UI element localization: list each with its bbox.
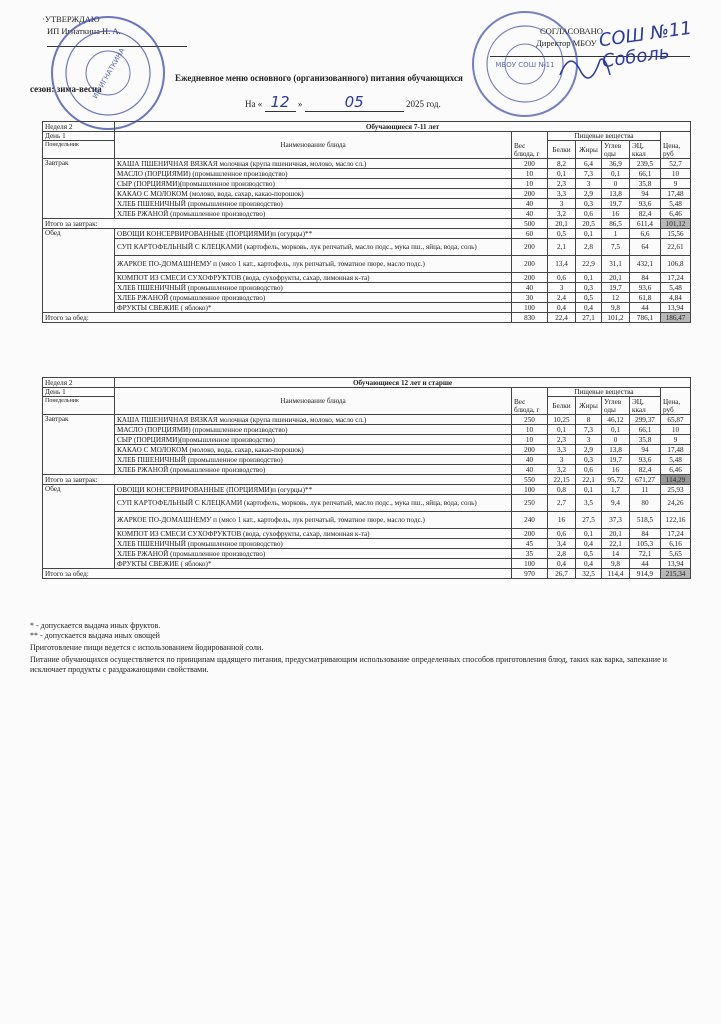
dish-energy: 11 (630, 485, 661, 495)
dish-fat: 3,5 (576, 495, 602, 512)
dish-carbs: 36,9 (602, 159, 630, 169)
dish-weight: 10 (512, 435, 548, 445)
dish-weight: 30 (512, 293, 548, 303)
dish-price: 13,94 (661, 559, 691, 569)
dish-price: 10 (661, 169, 691, 179)
dish-protein: 3,3 (548, 189, 576, 199)
total-energy: 611,4 (630, 219, 661, 229)
table-row (43, 495, 691, 512)
table-row (43, 512, 691, 529)
dish-carbs: 9,4 (602, 495, 630, 512)
table-row (43, 179, 691, 189)
total-protein: 20,1 (548, 219, 576, 229)
col-energy-header: ЭЦ, ккал (630, 141, 661, 159)
dish-fat: 8 (576, 415, 602, 425)
group-title: Обучающиеся 7-11 лет (115, 122, 691, 132)
dish-name: МАСЛО (ПОРЦИЯМИ) (промышленное производство) (115, 425, 512, 435)
dish-name: ОВОЩИ КОНСЕРВИРОВАННЫЕ (ПОРЦИЯМИ)п (огурцы)** (115, 485, 512, 495)
dish-energy: 93,6 (630, 455, 661, 465)
dish-weight: 100 (512, 559, 548, 569)
dish-carbs: 12 (602, 293, 630, 303)
total-protein: 22,4 (548, 313, 576, 323)
dish-energy: 239,5 (630, 159, 661, 169)
total-label: Итого за завтрак: (43, 219, 512, 229)
col-nutrients-header: Пищевые вещества (548, 132, 661, 141)
dish-weight: 10 (512, 169, 548, 179)
dish-carbs: 13,8 (602, 445, 630, 455)
dish-fat: 0,3 (576, 199, 602, 209)
dish-name: КОМПОТ ИЗ СМЕСИ СУХОФРУКТОВ (вода, сухофрукты, сахар, лимонная к-та) (115, 529, 512, 539)
dish-protein: 3 (548, 283, 576, 293)
dish-protein: 0,6 (548, 529, 576, 539)
group-title: Обучающиеся 12 лет и старше (115, 378, 691, 388)
dish-energy: 80 (630, 495, 661, 512)
dish-name: ХЛЕБ РЖАНОЙ (промышленное производство) (115, 209, 512, 219)
dish-protein: 3,4 (548, 539, 576, 549)
dish-name: КАША ПШЕНИЧНАЯ ВЯЗКАЯ молочная (крупа пшеничная, молоко, масло сл.) (115, 415, 512, 425)
dish-energy: 72,1 (630, 549, 661, 559)
dish-price: 9 (661, 435, 691, 445)
col-carbs-header: Углев оды (602, 141, 630, 159)
total-price: 186,47 (661, 313, 691, 323)
dish-weight: 40 (512, 465, 548, 475)
dish-carbs: 37,3 (602, 512, 630, 529)
dish-price: 6,46 (661, 209, 691, 219)
dish-fat: 7,3 (576, 425, 602, 435)
dish-weight: 10 (512, 425, 548, 435)
dish-protein: 0,6 (548, 273, 576, 283)
col-fat-header: Жиры (576, 141, 602, 159)
dish-carbs: 0,1 (602, 169, 630, 179)
total-price: 215,34 (661, 569, 691, 579)
dish-protein: 2,3 (548, 435, 576, 445)
dish-protein: 2,7 (548, 495, 576, 512)
dish-fat: 0,6 (576, 465, 602, 475)
dish-fat: 2,9 (576, 189, 602, 199)
dish-name: ХЛЕБ РЖАНОЙ (промышленное производство) (115, 293, 512, 303)
table-row (43, 209, 691, 219)
table-row (43, 199, 691, 209)
dish-price: 4,84 (661, 293, 691, 303)
date-day: 12 (270, 93, 290, 111)
dish-price: 25,93 (661, 485, 691, 495)
table-row (43, 539, 691, 549)
table-row (43, 169, 691, 179)
table-row (43, 559, 691, 569)
lunch-total-row (43, 313, 691, 323)
dish-carbs: 14 (602, 549, 630, 559)
total-carbs: 86,5 (602, 219, 630, 229)
dish-protein: 0,1 (548, 425, 576, 435)
dish-protein: 2,4 (548, 293, 576, 303)
signature-right: СОШ №11 Соболь (597, 17, 694, 73)
dish-energy: 35,8 (630, 435, 661, 445)
dish-price: 24,26 (661, 495, 691, 512)
day-label: День 1 (43, 388, 115, 397)
dish-carbs: 16 (602, 209, 630, 219)
dish-carbs: 0,1 (602, 425, 630, 435)
breakfast-rows (43, 415, 691, 475)
dish-name: ЖАРКОЕ ПО-ДОМАШНЕМУ п (мясо 1 кат., картофель, лук репчатый, томатное пюре, масло подс.) (115, 512, 512, 529)
menu-date (245, 93, 441, 112)
page-title: Ежедневное меню основного (организованного) питания обучающихся (175, 73, 463, 83)
dish-fat: 0,3 (576, 283, 602, 293)
note-vegetables: ** - допускается выдача иных овощей (30, 631, 160, 640)
dish-energy: 6,6 (630, 229, 661, 239)
dish-carbs: 16 (602, 465, 630, 475)
col-weight-header: Вес блюда, г (512, 388, 548, 415)
footnotes (30, 621, 680, 675)
dish-carbs: 1,7 (602, 485, 630, 495)
dish-name: ФРУКТЫ СВЕЖИЕ ( яблоко)* (115, 303, 512, 313)
dish-weight: 200 (512, 189, 548, 199)
menu-table-7-11 (42, 121, 691, 323)
dish-fat: 0,6 (576, 209, 602, 219)
table-row (43, 455, 691, 465)
dish-price: 10 (661, 425, 691, 435)
dish-weight: 100 (512, 303, 548, 313)
table-row (43, 415, 691, 425)
dish-name: СУП КАРТОФЕЛЬНЫЙ С КЛЕЦКАМИ (картофель, морковь, лук репчатый, масло подс., мука пш., яйца, вода, соль) (115, 495, 512, 512)
total-weight: 830 (512, 313, 548, 323)
dish-carbs: 22,1 (602, 539, 630, 549)
dish-name: СЫР (ПОРЦИЯМИ)(промышленное производство) (115, 179, 512, 189)
dish-energy: 64 (630, 239, 661, 256)
dish-fat: 3 (576, 179, 602, 189)
dish-protein: 2,8 (548, 549, 576, 559)
dish-name: ХЛЕБ ПШЕНИЧНЫЙ (промышленное производство) (115, 455, 512, 465)
dish-protein: 3,3 (548, 445, 576, 455)
signature-scribble (555, 45, 615, 85)
dish-carbs: 46,12 (602, 415, 630, 425)
table-row (43, 435, 691, 445)
dish-protein: 10,25 (548, 415, 576, 425)
dish-price: 5,65 (661, 549, 691, 559)
total-carbs: 114,4 (602, 569, 630, 579)
dish-price: 17,24 (661, 529, 691, 539)
dish-fat: 7,3 (576, 169, 602, 179)
table-row (43, 159, 691, 169)
dish-energy: 66,1 (630, 169, 661, 179)
dish-weight: 200 (512, 445, 548, 455)
total-energy: 786,1 (630, 313, 661, 323)
total-protein: 22,15 (548, 475, 576, 485)
dish-protein: 3 (548, 199, 576, 209)
agreed-label: СОГЛАСОВАНО (540, 26, 603, 36)
dish-price: 15,56 (661, 229, 691, 239)
dish-carbs: 0 (602, 435, 630, 445)
dish-price: 65,87 (661, 415, 691, 425)
dish-name: ХЛЕБ ПШЕНИЧНЫЙ (промышленное производство) (115, 199, 512, 209)
dish-protein: 3 (548, 455, 576, 465)
dish-carbs: 20,1 (602, 273, 630, 283)
breakfast-total-row (43, 475, 691, 485)
total-weight: 550 (512, 475, 548, 485)
stamp-left (48, 12, 168, 134)
table-row (43, 283, 691, 293)
table-row (43, 549, 691, 559)
dish-weight: 200 (512, 239, 548, 256)
table-row (43, 445, 691, 455)
approve-label: ·УТВЕРЖДАЮ (42, 14, 100, 24)
total-protein: 26,7 (548, 569, 576, 579)
dish-name: СЫР (ПОРЦИЯМИ)(промышленное производство) (115, 435, 512, 445)
dish-weight: 40 (512, 283, 548, 293)
dish-fat: 0,1 (576, 273, 602, 283)
dish-weight: 10 (512, 179, 548, 189)
table-row (43, 293, 691, 303)
dish-weight: 40 (512, 455, 548, 465)
col-name-header: Наименование блюда (115, 388, 512, 415)
dish-weight: 200 (512, 529, 548, 539)
col-energy-header: ЭЦ, ккал (630, 397, 661, 415)
dish-protein: 13,4 (548, 256, 576, 273)
dish-weight: 60 (512, 229, 548, 239)
dish-carbs: 31,1 (602, 256, 630, 273)
dish-name: ЖАРКОЕ ПО-ДОМАШНЕМУ п (мясо 1 кат., картофель, лук репчатый, томатное пюре, масло подс.) (115, 256, 512, 273)
dish-fat: 0,4 (576, 559, 602, 569)
dish-carbs: 13,8 (602, 189, 630, 199)
note-fruits: * - допускается выдача иных фруктов. (30, 621, 161, 630)
total-label: Итого за завтрак: (43, 475, 512, 485)
dish-weight: 40 (512, 199, 548, 209)
date-prefix: На « (245, 99, 263, 109)
dish-weight: 250 (512, 415, 548, 425)
table-row (43, 425, 691, 435)
dish-name: ХЛЕБ ПШЕНИЧНЫЙ (промышленное производство) (115, 283, 512, 293)
dish-energy: 299,37 (630, 415, 661, 425)
table-row (43, 273, 691, 283)
menu-table-12-plus (42, 377, 691, 579)
meal-label: Завтрак (43, 159, 115, 219)
note-diet: Питание обучающихся осуществляется по принципам щадящего питания, предусматривающим использование определенных способов приготовления блюд, таких как варка, запекание и исключает продукты с раздражающими свойствами. (30, 655, 667, 674)
dish-price: 6,16 (661, 539, 691, 549)
stamp-left-text: ИП ИГНАТКИНА (91, 46, 127, 101)
dish-weight: 200 (512, 273, 548, 283)
col-price-header: Цена, руб (661, 388, 691, 415)
dish-protein: 3,2 (548, 209, 576, 219)
approve-person: ИП Игнаткина Н. А. (47, 26, 121, 36)
meal-label: Обед (43, 485, 115, 569)
dish-fat: 0,3 (576, 455, 602, 465)
dish-protein: 0,5 (548, 229, 576, 239)
dish-energy: 44 (630, 303, 661, 313)
dish-protein: 0,4 (548, 303, 576, 313)
total-price: 114,29 (661, 475, 691, 485)
dish-fat: 22,9 (576, 256, 602, 273)
dish-name: КОМПОТ ИЗ СМЕСИ СУХОФРУКТОВ (вода, сухофрукты, сахар, лимонная к-та) (115, 273, 512, 283)
col-protein-header: Белки (548, 141, 576, 159)
dish-fat: 0,5 (576, 549, 602, 559)
breakfast-rows (43, 159, 691, 219)
col-name-header: Наименование блюда (115, 132, 512, 159)
dish-carbs: 1 (602, 229, 630, 239)
dish-name: ФРУКТЫ СВЕЖИЕ ( яблоко)* (115, 559, 512, 569)
dish-protein: 0,8 (548, 485, 576, 495)
dish-price: 52,7 (661, 159, 691, 169)
table-row (43, 256, 691, 273)
weekday-label: Понедельник (43, 141, 115, 159)
dish-price: 106,8 (661, 256, 691, 273)
meal-label: Завтрак (43, 415, 115, 475)
week-label: Неделя 2 (43, 378, 115, 388)
lunch-total-row (43, 569, 691, 579)
total-label: Итого за обед: (43, 313, 512, 323)
dish-weight: 100 (512, 485, 548, 495)
lunch-rows (43, 229, 691, 313)
date-year: 2025 год. (405, 99, 441, 109)
dish-fat: 2,9 (576, 445, 602, 455)
date-month: 05 (344, 93, 364, 111)
dish-protein: 3,2 (548, 465, 576, 475)
dish-energy: 518,5 (630, 512, 661, 529)
dish-energy: 94 (630, 189, 661, 199)
dish-name: СУП КАРТОФЕЛЬНЫЙ С КЛЕЦКАМИ (картофель, морковь, лук репчатый, масло подс., мука пш., яйца, вода, соль) (115, 239, 512, 256)
dish-fat: 0,1 (576, 229, 602, 239)
dish-name: КАКАО С МОЛОКОМ (молоко, вода, сахар, какао-порошок) (115, 445, 512, 455)
dish-energy: 82,4 (630, 465, 661, 475)
col-fat-header: Жиры (576, 397, 602, 415)
dish-carbs: 7,5 (602, 239, 630, 256)
table-row (43, 189, 691, 199)
dish-energy: 94 (630, 445, 661, 455)
note-salt: Приготовление пищи ведется с использованием йодированной соли. (30, 643, 264, 652)
dish-protein: 16 (548, 512, 576, 529)
dish-fat: 0,4 (576, 303, 602, 313)
lunch-rows (43, 485, 691, 569)
total-label: Итого за обед: (43, 569, 512, 579)
dish-price: 5,48 (661, 283, 691, 293)
meal-label: Обед (43, 229, 115, 313)
col-weight-header: Вес блюда, г (512, 132, 548, 159)
dish-carbs: 19,7 (602, 283, 630, 293)
dish-price: 17,48 (661, 445, 691, 455)
week-label: Неделя 2 (43, 122, 115, 132)
dish-protein: 0,4 (548, 559, 576, 569)
dish-name: МАСЛО (ПОРЦИЯМИ) (промышленное производство) (115, 169, 512, 179)
dish-fat: 27,5 (576, 512, 602, 529)
table-row (43, 529, 691, 539)
dish-energy: 93,6 (630, 283, 661, 293)
dish-weight: 35 (512, 549, 548, 559)
dish-carbs: 0 (602, 179, 630, 189)
total-carbs: 95,72 (602, 475, 630, 485)
dish-protein: 0,1 (548, 169, 576, 179)
total-weight: 970 (512, 569, 548, 579)
date-mid: » (297, 99, 303, 109)
dish-carbs: 9,8 (602, 303, 630, 313)
dish-weight: 240 (512, 512, 548, 529)
total-fat: 20,5 (576, 219, 602, 229)
dish-price: 22,61 (661, 239, 691, 256)
dish-price: 5,48 (661, 455, 691, 465)
total-weight: 500 (512, 219, 548, 229)
dish-fat: 0,1 (576, 485, 602, 495)
dish-protein: 2,1 (548, 239, 576, 256)
dish-fat: 3 (576, 435, 602, 445)
dish-energy: 84 (630, 273, 661, 283)
table-row (43, 485, 691, 495)
dish-carbs: 20,1 (602, 529, 630, 539)
dish-price: 5,48 (661, 199, 691, 209)
table-row (43, 239, 691, 256)
dish-weight: 45 (512, 539, 548, 549)
dish-energy: 35,8 (630, 179, 661, 189)
dish-name: ОВОЩИ КОНСЕРВИРОВАННЫЕ (ПОРЦИЯМИ)п (огурцы)** (115, 229, 512, 239)
total-fat: 32,5 (576, 569, 602, 579)
dish-protein: 8,2 (548, 159, 576, 169)
dish-name: КАКАО С МОЛОКОМ (молоко, вода, сахар, какао-порошок) (115, 189, 512, 199)
dish-energy: 105,3 (630, 539, 661, 549)
table-row (43, 303, 691, 313)
col-nutrients-header: Пищевые вещества (548, 388, 661, 397)
total-fat: 27,1 (576, 313, 602, 323)
col-carbs-header: Углев оды (602, 397, 630, 415)
total-carbs: 101,2 (602, 313, 630, 323)
dish-protein: 2,3 (548, 179, 576, 189)
dish-price: 17,24 (661, 273, 691, 283)
col-protein-header: Белки (548, 397, 576, 415)
dish-fat: 2,8 (576, 239, 602, 256)
dish-price: 6,46 (661, 465, 691, 475)
dish-name: ХЛЕБ РЖАНОЙ (промышленное производство) (115, 465, 512, 475)
dish-energy: 61,8 (630, 293, 661, 303)
total-energy: 914,9 (630, 569, 661, 579)
dish-price: 13,94 (661, 303, 691, 313)
table-row (43, 465, 691, 475)
stamp-right-text: МБОУ СОШ №11 (495, 61, 555, 69)
dish-name: ХЛЕБ ПШЕНИЧНЫЙ (промышленное производство) (115, 539, 512, 549)
total-price: 101,12 (661, 219, 691, 229)
agreed-person: Директор МБОУ (536, 38, 597, 48)
col-price-header: Цена, руб (661, 132, 691, 159)
dish-energy: 93,6 (630, 199, 661, 209)
dish-price: 17,48 (661, 189, 691, 199)
dish-name: КАША ПШЕНИЧНАЯ ВЯЗКАЯ молочная (крупа пшеничная, молоко, масло сл.) (115, 159, 512, 169)
breakfast-total-row (43, 219, 691, 229)
dish-weight: 200 (512, 256, 548, 273)
dish-name: ХЛЕБ РЖАНОЙ (промышленное производство) (115, 549, 512, 559)
dish-fat: 6,4 (576, 159, 602, 169)
dish-price: 9 (661, 179, 691, 189)
dish-carbs: 19,7 (602, 199, 630, 209)
dish-carbs: 19,7 (602, 455, 630, 465)
dish-energy: 84 (630, 529, 661, 539)
season: сезон: зима-весна (30, 84, 102, 94)
weekday-label: Понедельник (43, 397, 115, 415)
dish-energy: 66,1 (630, 425, 661, 435)
dish-fat: 0,4 (576, 539, 602, 549)
total-fat: 22,1 (576, 475, 602, 485)
dish-price: 122,16 (661, 512, 691, 529)
table-row (43, 229, 691, 239)
dish-energy: 82,4 (630, 209, 661, 219)
dish-weight: 40 (512, 209, 548, 219)
dish-fat: 0,5 (576, 293, 602, 303)
dish-fat: 0,1 (576, 529, 602, 539)
total-energy: 671,27 (630, 475, 661, 485)
dish-weight: 200 (512, 159, 548, 169)
day-label: День 1 (43, 132, 115, 141)
dish-energy: 432,1 (630, 256, 661, 273)
dish-weight: 250 (512, 495, 548, 512)
dish-energy: 44 (630, 559, 661, 569)
dish-carbs: 9,8 (602, 559, 630, 569)
